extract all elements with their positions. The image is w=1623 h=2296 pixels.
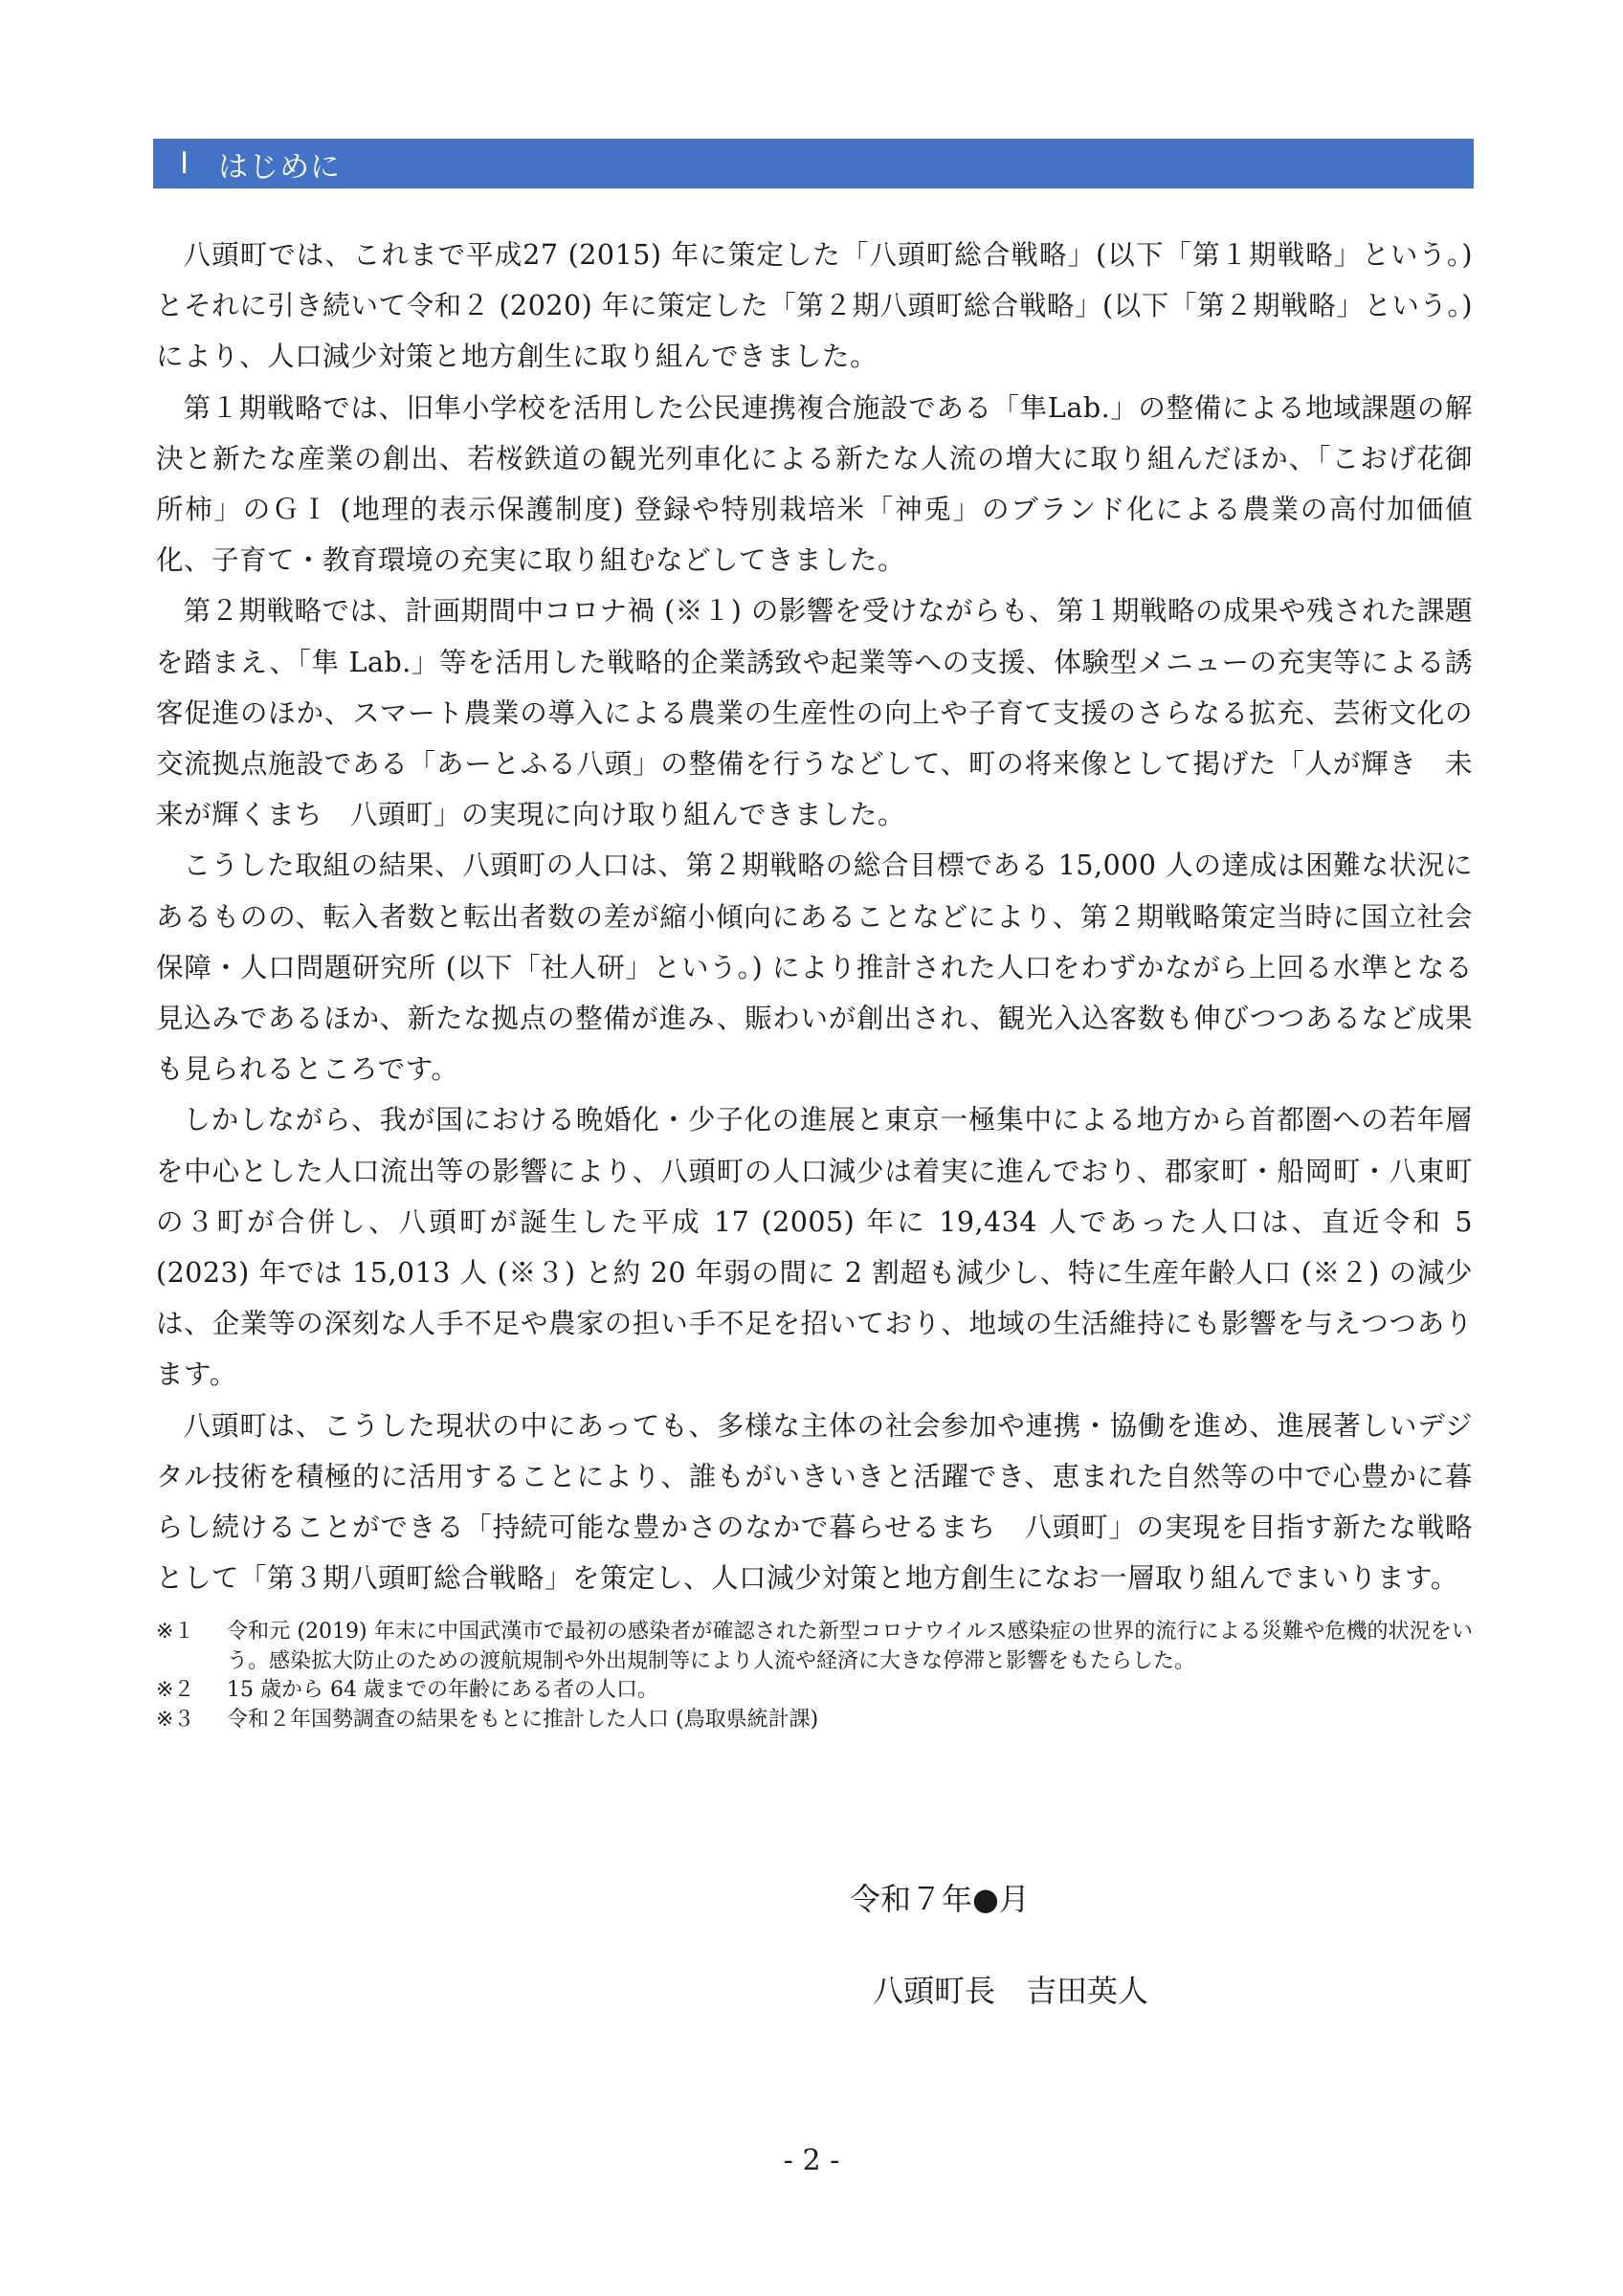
section-title: はじめに (218, 149, 342, 185)
footnote (156, 1618, 1473, 1676)
paragraph: こうした取組の結果、八頭町の人口は、第２期戦略の総合目標である 15,000 人の達成は困難な状況にあるものの、転入者数と転出者数の差が縮小傾向にあることなどにより、第２期戦略策定当時に国立社会保障・人口問題研究所 (以下「社人研」という。) により推計された人口をわずかながら上回る水準となる見込みであるほか、新たな拠点の整備が進み、賑わいが創出され、観光入込客数も伸びつつあるなど成果も見られるところです。 (156, 850, 1473, 1086)
page-number: - 2 - (783, 2144, 840, 2177)
body-text (156, 230, 1473, 1603)
footnotes (156, 1618, 1473, 1734)
footnote-mark: ※１ (156, 1620, 195, 1644)
footnote-text: 15 歳から 64 歳までの年齢にある者の人口。 (227, 1678, 658, 1702)
signature: 八頭町長 吉田英人 (873, 1973, 1149, 2009)
footnote-text: 令和元 (2019) 年末に中国武漢市で最初の感染者が確認された新型コロナウイルス感染症の世界的流行による災難や危機的状況をいう。感染拡大防止のための渡航規制や外出規制等により人流や経済に大きな停滞と影響をもたらした。 (227, 1620, 1473, 1673)
footnote-mark: ※２ (156, 1678, 195, 1702)
footnote (156, 1706, 1473, 1735)
paragraph: 八頭町では、これまで平成27 (2015) 年に策定した「八頭町総合戦略」(以下「第１期戦略」という。) とそれに引き続いて令和２ (2020) 年に策定した「第２期八頭町総合戦略」(以下「第２期戦略」という。) により、人口減少対策と地方創生に取り組んできました。 (156, 239, 1473, 373)
section-header (153, 139, 1474, 188)
paragraph: 第１期戦略では、旧隼小学校を活用した公民連携複合施設である「隼Lab.」の整備による地域課題の解決と新たな産業の創出、若桜鉄道の観光列車化による新たな人流の増大に取り組んだほか、「こおげ花御所柿」のＧＩ (地理的表示保護制度) 登録や特別栽培米「神兎」のブランド化による農業の高付加価値化、子育て・教育環境の充実に取り組むなどしてきました。 (156, 391, 1473, 577)
footnote-text: 令和２年国勢調査の結果をもとに推計した人口 (鳥取県統計課) (227, 1707, 819, 1732)
closing-date: 令和７年●月 (850, 1881, 1030, 1917)
paragraph: 八頭町は、こうした現状の中にあっても、多様な主体の社会参加や連携・協働を進め、進展著しいデジタル技術を積極的に活用することにより、誰もがいきいきと活躍でき、恵まれた自然等の中で心豊かに暮らし続けることができる「持続可能な豊かさのなかで暮らせるまち 八頭町」の実現を目指す新たな戦略として「第３期八頭町総合戦略」を策定し、人口減少対策と地方創生になお一層取り組んでまいります。 (156, 1409, 1473, 1595)
footnote-mark: ※３ (156, 1707, 195, 1732)
paragraph: しかしながら、我が国における晩婚化・少子化の進展と東京一極集中による地方から首都圏への若年層を中心とした人口流出等の影響により、八頭町の人口減少は着実に進んでおり、郡家町・船岡町・八東町の３町が合併し、八頭町が誕生した平成 17 (2005) 年に 19,434 人であった人口は、直近令和 5 (2023) 年では 15,013 人 (※３) と約 20 年弱の間に 2 割超も減少し、特に生産年齢人口 (※２) の減少は、企業等の深刻な人手不足や農家の担い手不足を招いており、地域の生活維持にも影響を与えつつあります。 (156, 1104, 1473, 1391)
footnote (156, 1676, 1473, 1706)
paragraph: 第２期戦略では、計画期間中コロナ禍 (※１) の影響を受けながらも、第１期戦略の成果や残された課題を踏まえ、「隼 Lab.」等を活用した戦略的企業誘致や起業等への支援、体験型メニューの充実等による誘客促進のほか、スマート農業の導入による農業の生産性の向上や子育て支援のさらなる拡充、芸術文化の交流拠点施設である「あーとふる八頭」の整備を行うなどして、町の将来像として掲げた「人が輝き 未来が輝くまち 八頭町」の実現に向け取り組んできました。 (156, 595, 1473, 831)
section-number: Ⅰ (180, 146, 190, 181)
